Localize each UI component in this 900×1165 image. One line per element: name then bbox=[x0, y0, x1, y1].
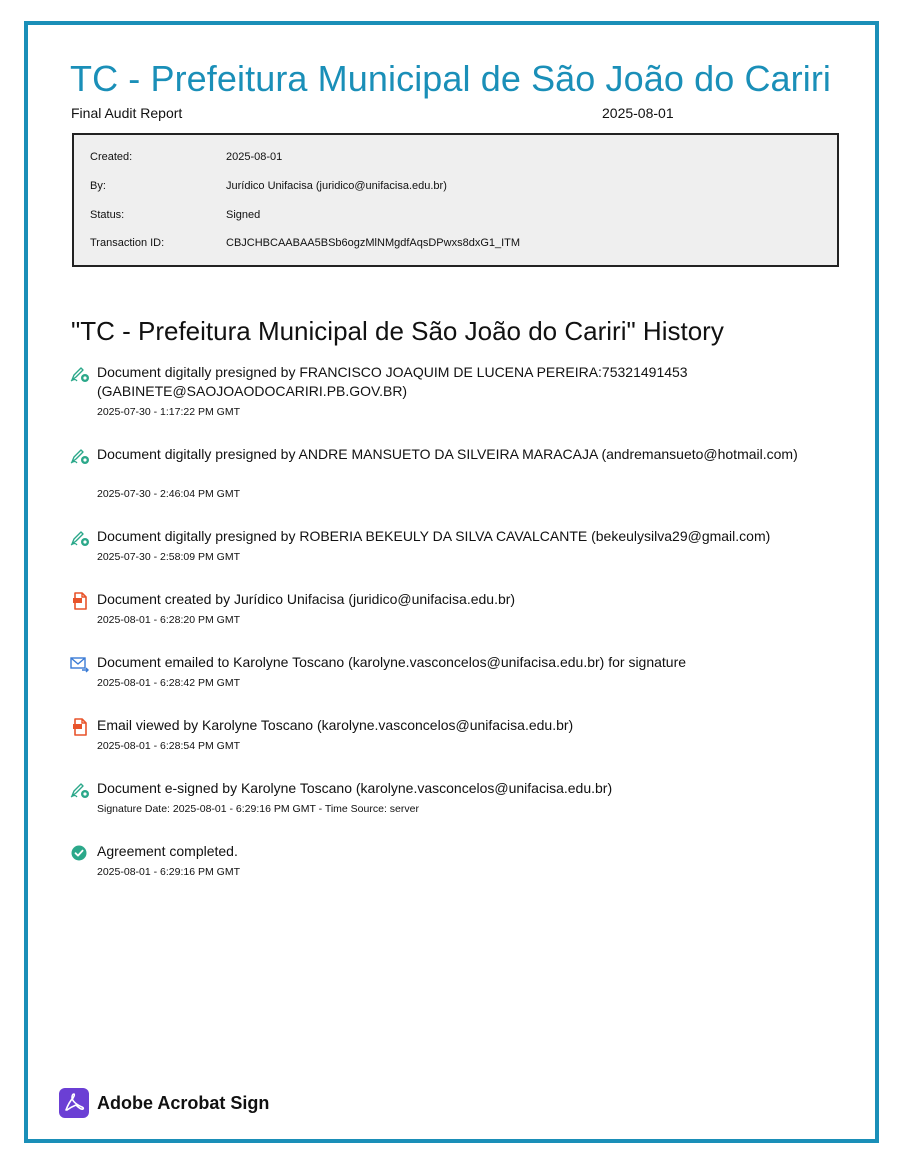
summary-value: CBJCHBCAABAA5BSb6ogzMlNMgdfAqsDPwxs8dxG1_ITM bbox=[226, 237, 521, 249]
summary-label: Created: bbox=[90, 151, 133, 163]
summary-label: Status: bbox=[90, 209, 125, 221]
event-text: Document digitally presigned by ROBERIA BEKEULY DA SILVA CAVALCANTE (bekeulysilva29@gmail.com) bbox=[97, 528, 771, 544]
summary-label: By: bbox=[90, 180, 106, 192]
event-date: 2025-08-01 - 6:29:16 PM GMT bbox=[97, 866, 240, 878]
report-subtitle: Final Audit Report bbox=[71, 105, 183, 121]
event-date: 2025-07-30 - 2:46:04 PM GMT bbox=[97, 488, 240, 500]
pen-sign-icon bbox=[70, 365, 90, 383]
check-circle-icon bbox=[70, 844, 90, 862]
summary-value: Signed bbox=[226, 209, 261, 221]
event-text: Document emailed to Karolyne Toscano (karolyne.vasconcelos@unifacisa.edu.br) for signature bbox=[97, 654, 687, 670]
event-text: Agreement completed. bbox=[97, 843, 238, 859]
event-text: Document created by Jurídico Unifacisa (juridico@unifacisa.edu.br) bbox=[97, 591, 516, 607]
history-title: "TC - Prefeitura Municipal de São João do Cariri" History bbox=[71, 316, 724, 346]
acrobat-logo-icon bbox=[59, 1088, 89, 1118]
event-date: 2025-08-01 - 6:28:42 PM GMT bbox=[97, 677, 240, 689]
summary-label: Transaction ID: bbox=[90, 237, 165, 249]
event-text: Document digitally presigned by ANDRE MANSUETO DA SILVEIRA MARACAJA (andremansueto@hotmail.com) bbox=[97, 446, 798, 462]
page-title: TC - Prefeitura Municipal de São João do Cariri bbox=[70, 58, 832, 99]
document-icon bbox=[70, 592, 90, 610]
event-date: 2025-08-01 - 6:28:54 PM GMT bbox=[97, 740, 240, 752]
summary-box bbox=[72, 133, 839, 267]
pen-sign-icon bbox=[70, 781, 90, 799]
pen-sign-icon bbox=[70, 529, 90, 547]
email-icon bbox=[70, 655, 90, 673]
event-text: Document digitally presigned by FRANCISCO JOAQUIM DE LUCENA PEREIRA:75321491453 (GABINETE@SAOJOAODOCARIRI.PB.GOV.BR) bbox=[97, 364, 688, 399]
document-icon bbox=[70, 718, 90, 736]
event-text: Email viewed by Karolyne Toscano (karolyne.vasconcelos@unifacisa.edu.br) bbox=[97, 717, 574, 733]
event-date: 2025-07-30 - 2:58:09 PM GMT bbox=[97, 551, 240, 563]
summary-value: 2025-08-01 bbox=[226, 151, 283, 163]
event-date: Signature Date: 2025-08-01 - 6:29:16 PM GMT - Time Source: server bbox=[97, 803, 419, 815]
brand-name: Adobe Acrobat Sign bbox=[97, 1093, 270, 1113]
event-text: Document e-signed by Karolyne Toscano (karolyne.vasconcelos@unifacisa.edu.br) bbox=[97, 780, 613, 796]
report-date: 2025-08-01 bbox=[602, 105, 674, 121]
pen-sign-icon bbox=[70, 447, 90, 465]
event-date: 2025-07-30 - 1:17:22 PM GMT bbox=[97, 406, 240, 418]
summary-value: Jurídico Unifacisa (juridico@unifacisa.edu.br) bbox=[226, 180, 447, 192]
event-date: 2025-08-01 - 6:28:20 PM GMT bbox=[97, 614, 240, 626]
